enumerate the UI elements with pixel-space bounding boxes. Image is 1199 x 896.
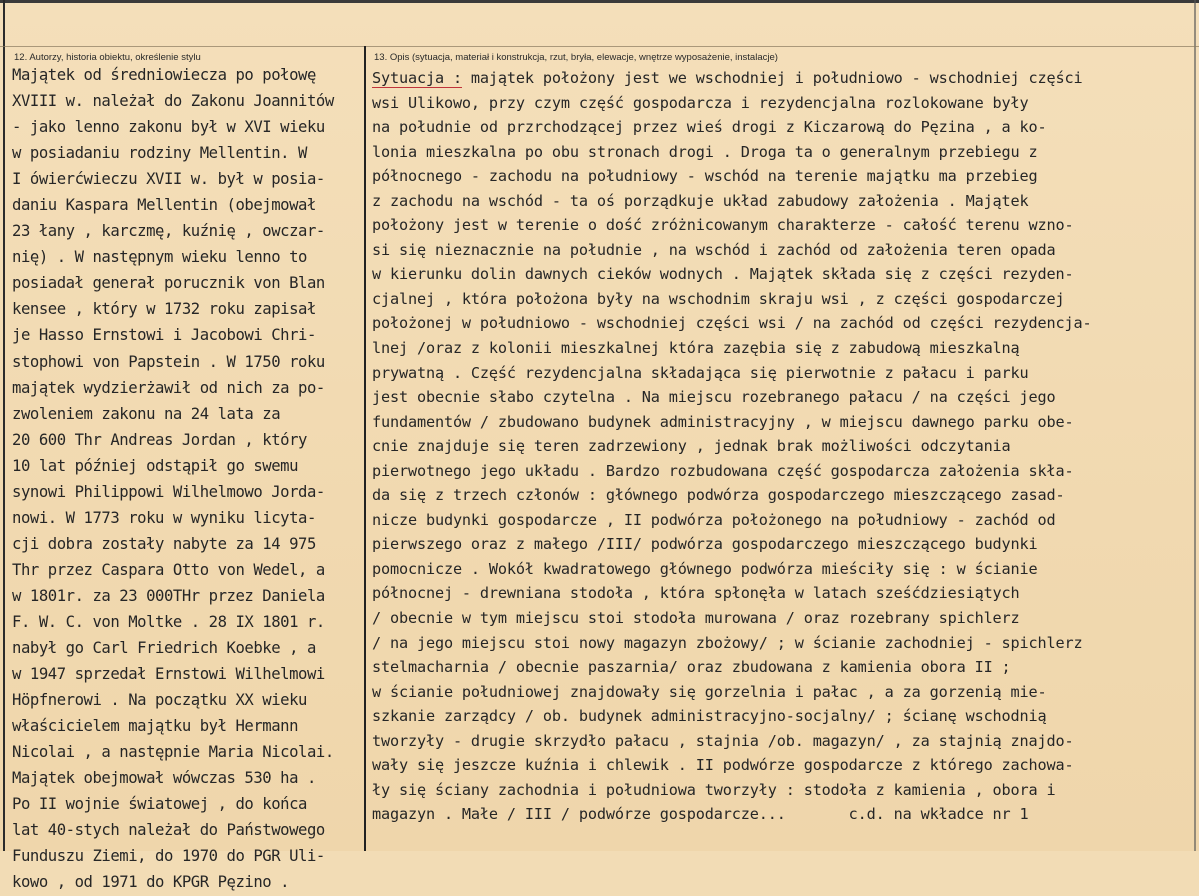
header-rule [0,46,1199,47]
text-line: nię) . W następnym wieku lenno to [12,248,307,267]
text-line: w 1801r. za 23 000THr przez Daniela [12,586,325,605]
text-line: właścicielem majątku był Hermann [12,717,299,736]
text-line: cji dobra zostały nabyte za 14 975 [12,534,316,553]
text-line: lonia mieszkalna po obu stronach drogi . Droga ta o generalnym przebiegu z [372,142,1038,161]
text-line: posiadał generał porucznik von Blan [12,274,325,293]
text-line: I ówierćwieczu XVII w. był w posia- [12,170,325,189]
text-line: szkanie zarządcy / ob. budynek administracyjno-socjalny/ ; ścianę wschodnią [372,707,1047,726]
text-line: Thr przez Caspara Otto von Wedel, a [12,560,325,579]
text-line: jest obecnie słabo czytelna . Na miejscu rozebranego pałacu / na części jego [372,388,1056,407]
text-line: XVIII w. należał do Zakonu Joannitów [12,92,334,111]
text-line: prywatną . Część rezydencjalna składająca się pierwotnie z pałacu i parku [372,363,1029,382]
text-line: Nicolai , a następnie Maria Nicolai. [12,743,334,762]
text-line: / na jego miejscu stoi nowy magazyn zbożowy/ ; w ścianie zachodniej - spichlerz [372,633,1083,652]
text-line: nabył go Carl Friedrich Koebke , a [12,639,316,658]
text-line: północnego - zachodu na południowy - wschód na terenie majątku ma przebieg [372,167,1038,186]
text-line: wsi Ulikowo, przy czym część gospodarcza i rezydencjalna rozlokowane były [372,93,1029,112]
text-line: w 1947 sprzedał Ernstowi Wilhelmowi [12,665,325,684]
text-line: da się z trzech członów : głównego podwórza gospodarczego mieszczącego zasad- [372,486,1065,505]
situation-label: Sytuacja : [372,69,462,87]
description-text [372,66,1194,827]
text-line: nowi. W 1773 roku w wyniku licyta- [12,508,316,527]
text-line: cjalnej , która położona były na wschodnim skraju wsi , z części gospodarczej [372,289,1065,308]
column-divider [364,46,366,851]
text-line: 20 600 Thr Andreas Jordan , który [12,430,307,449]
text-line: si się nieznacznie na południe , na wschód i zachód od założenia teren opada [372,240,1056,259]
text-line: stophowi von Papstein . W 1750 roku [12,352,325,371]
text-line: Majątek obejmował wówczas 530 ha . [12,769,316,788]
text-line: pierwszego oraz z małego /III/ podwórza gospodarczego mieszczącego budynki [372,535,1038,554]
text-line: na południe od przrchodzącej przez wieś drogi z Kiczarową do Pęzina , a ko- [372,118,1047,137]
text-line: lat 40-stych należał do Państwowego [12,821,325,840]
text-line: Höpfnerowi . Na początku XX wieku [12,691,307,710]
text-line: ły się ściany zachodnia i południowa tworzyły : stodoła z kamienia , obora i [372,780,1056,799]
text-line: pomocnicze . Wokół kwadratowego głównego podwórza mieściły się : w ścianie [372,559,1038,578]
left-border [3,0,5,851]
text-line: kowo , od 1971 do KPGR Pęzino . [12,873,290,892]
situation-text: majątek położony jest we wschodniej i południowo - wschodniej części [461,69,1083,87]
text-line: je Hasso Ernstowi i Jacobowi Chri- [12,326,316,345]
text-line: kensee , który w 1732 roku zapisał [12,300,316,319]
text-line: synowi Philippowi Wilhelmowo Jorda- [12,482,325,501]
text-line: położony jest w terenie o dość zróżnicowanym charakterze - całość terenu wzno- [372,216,1074,235]
history-text [12,62,360,896]
text-line: stelmacharnia / obecnie paszarnia/ oraz zbudowana z kamienia obora II ; [372,658,1011,677]
text-line: lnej /oraz z kolonii mieszkalnej która zazębia się z zabudową mieszkalną [372,339,1020,358]
text-line: tworzyły - drugie skrzydło pałacu , stajnia /ob. magazyn/ , za stajnią znajdo- [372,731,1074,750]
section-12-header: 12. Autorzy, historia obiektu, określenie stylu [14,52,201,63]
top-border [0,0,1199,3]
section-13-header: 13. Opis (sytuacja, materiał i konstrukcja, rzut, bryła, elewacje, wnętrze wyposażenie, instalacje) [374,52,778,63]
text-line [372,66,1194,91]
text-line: nicze budynki gospodarcze , II podwórza położonego na południowy - zachód od [372,510,1056,529]
text-line: / obecnie w tym miejscu stoi stodoła murowana / oraz rozebrany spichlerz [372,609,1020,628]
text-line: fundamentów / zbudowano budynek administracyjny , w miejscu dawnego parku obe- [372,412,1074,431]
text-line: w posiadaniu rodziny Mellentin. W [12,144,307,163]
text-line: daniu Kaspara Mellentin (obejmował [12,196,316,215]
text-line: cnie znajduje się teren zadrzewiony , jednak brak możliwości odczytania [372,437,1011,456]
text-line: pierwotnego jego układu . Bardzo rozbudowana część gospodarcza założenia skła- [372,461,1074,480]
text-line: majątek wydzierżawił od nich za po- [12,378,325,397]
text-line: położonej w południowo - wschodniej części wsi / na zachód od części rezydencja- [372,314,1092,333]
text-line: F. W. C. von Moltke . 28 IX 1801 r. [12,612,325,631]
text-line: północnej - drewniana stodoła , która spłonęła w latach sześćdziesiątych [372,584,1020,603]
text-line: Po II wojnie światowej , do końca [12,795,307,814]
text-line: z zachodu na wschód - ta oś porządkuje układ zabudowy założenia . Majątek [372,191,1029,210]
text-line: Funduszu Ziemi, do 1970 do PGR Uli- [12,847,325,866]
text-line: 23 łany , karczmę, kuźnię , owczar- [12,222,325,241]
text-line: - jako lenno zakonu był w XVI wieku [12,118,325,137]
text-line: Majątek od średniowiecza po połowę [12,66,316,84]
text-line: 10 lat później odstąpił go swemu [12,456,299,475]
text-line: w kierunku dolin dawnych cieków wodnych . Majątek składa się z części rezyden- [372,265,1074,284]
right-border [1194,0,1196,851]
text-line: zwoleniem zakonu na 24 lata za [12,404,281,423]
text-line: magazyn . Małe / III / podwórze gospodarcze... c.d. na wkładce nr 1 [372,805,1029,824]
text-line: w ścianie południowej znajdowały się gorzelnia i pałac , a za gorzenią mie- [372,682,1047,701]
text-line: wały się jeszcze kuźnia i chlewik . II podwórze gospodarcze z którego zachowa- [372,756,1074,775]
